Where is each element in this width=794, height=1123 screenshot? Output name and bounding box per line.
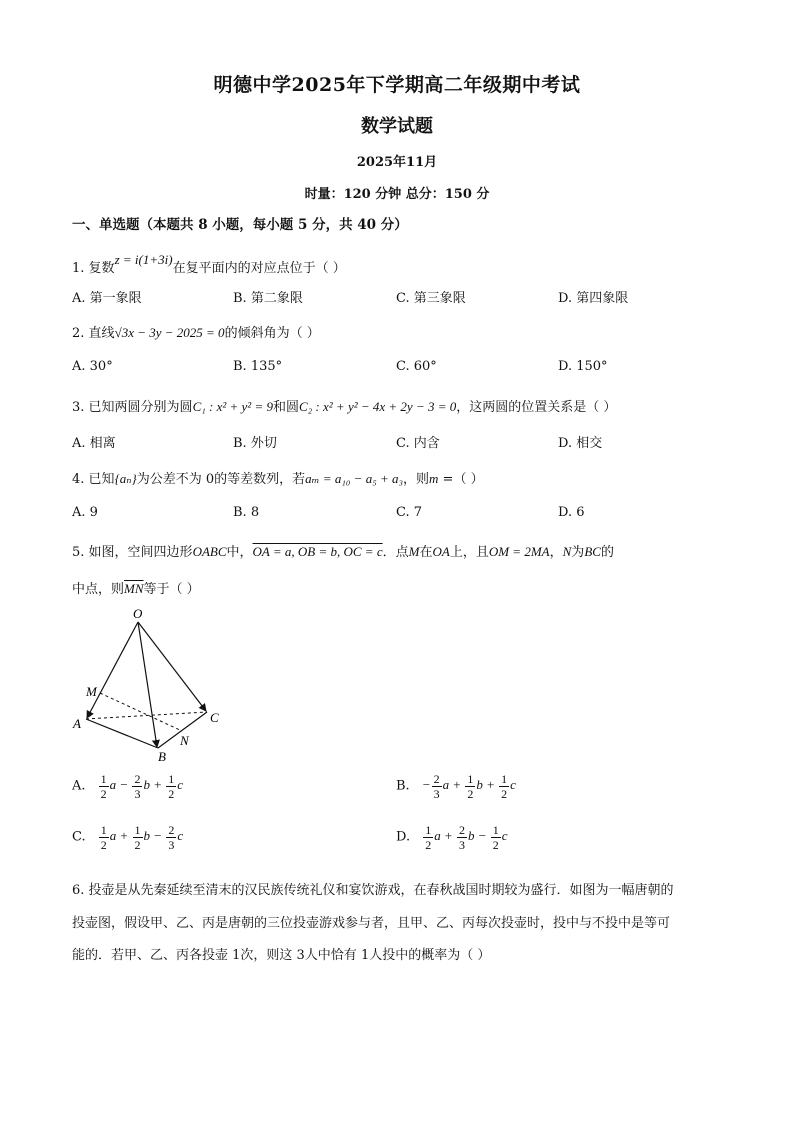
q5-mn: $\overline{MN}$: [124, 581, 144, 596]
q3-circle2: C₂ : x² + y² − 4x + 2y − 3 = 0: [298, 399, 457, 414]
q5-option-c-letter: C.: [72, 829, 86, 845]
q5-oa: OA: [432, 544, 450, 559]
q4-option-b: B. 8: [233, 505, 260, 520]
question-6-line2: 投壶图，假设甲、乙、丙是唐朝的三位投壶游戏参与者，且甲、乙、丙每次投壶时，投中与不投中是等可: [72, 916, 671, 931]
question-4: [72, 468, 484, 487]
q5-line2a: 中点，则: [72, 582, 125, 597]
question-6-line1: 6. 投壶是从先秦延续至清末的汉民族传统礼仪和宴饮游戏，在春秋战国时期较为盛行．如图为一幅唐朝的: [72, 883, 674, 898]
q2-number: 2.: [72, 326, 85, 341]
q3-text3: ，这两圆的位置关系是（ ）: [456, 400, 617, 415]
q3-text1: 已知两圆分别为圆: [88, 400, 193, 415]
q5-oabc: OABC: [192, 544, 227, 559]
q5-option-c-expr: $\frac{1}{2}$ a + $\frac{1}{2}$ b − $\frac{2}{3}$ c: [100, 823, 184, 852]
q5-tetrahedron-figure: [70, 605, 240, 765]
label-m: M: [86, 684, 97, 699]
exam-title: 明德中学2025年下学期高二年级期中考试: [213, 74, 581, 96]
section-heading: 一、单选题（本题共 8 小题，每小题 5 分，共 40 分）: [72, 217, 408, 233]
q3-circle1: C₁ : x² + y² = 9: [192, 399, 273, 414]
q2-pre: 直线: [88, 326, 115, 341]
q4-text3: ，则: [403, 472, 430, 487]
q5-intro: 如图，空间四边形: [88, 545, 193, 560]
q5-option-a-letter: A.: [72, 778, 86, 794]
q5-point-m: M: [408, 544, 420, 559]
edge-ac-dashed: [86, 712, 207, 719]
q5-option-c: [72, 824, 183, 851]
question-5-line2: [72, 578, 200, 597]
q5-option-d-expr: $\frac{1}{2}$ a + $\frac{2}{3}$ b − $\frac{1}{2}$ c: [425, 823, 508, 852]
q4-sequence: {aₙ}: [114, 471, 137, 486]
q5-on: 在: [419, 545, 433, 560]
q5-line2b: 等于（ ）: [143, 582, 200, 597]
q5-number: 5.: [72, 545, 85, 560]
q5-option-b: [396, 773, 516, 800]
q1-option-a: A. 第一象限: [72, 291, 142, 306]
q5-comma: ，: [549, 545, 563, 560]
q1-number: 1.: [72, 261, 85, 276]
q2-formula: √3x − 3y − 2025 = 0: [114, 325, 225, 340]
label-b: B: [158, 749, 166, 764]
label-c: C: [210, 710, 219, 725]
q5-option-d-letter: D.: [396, 829, 411, 845]
q3-option-d: D. 相交: [558, 436, 603, 451]
q3-text2: 和圆: [272, 400, 299, 415]
q5-mid: 中，: [226, 545, 253, 560]
q5-line1c: 上，且: [449, 545, 489, 560]
q5-vectors: OA = a, OB = b, OC = c: [252, 544, 383, 559]
q5-om-eq: OM = 2MA: [488, 544, 550, 559]
q4-option-d: D. 6: [558, 505, 585, 520]
q4-m: m: [429, 471, 439, 486]
q4-number: 4.: [72, 472, 85, 487]
edge-oa: [87, 622, 138, 718]
q5-de: 的: [600, 545, 614, 560]
edge-oc: [138, 622, 206, 711]
q2-option-c: C. 60°: [396, 359, 437, 374]
q4-option-a: A. 9: [72, 505, 98, 520]
q1-option-c: C. 第三象限: [396, 291, 466, 306]
q4-text2: 为公差不为 0的等差数列，若: [136, 472, 306, 487]
time-and-score: 时量：120 分钟 总分：150 分: [304, 187, 490, 202]
q5-line1b: ．点: [382, 545, 409, 560]
q1-option-b: B. 第二象限: [233, 291, 303, 306]
q1-option-d: D. 第四象限: [558, 291, 629, 306]
question-5-line1: [72, 541, 614, 560]
q3-option-a: A. 相离: [72, 436, 116, 451]
question-1: [72, 252, 346, 276]
q4-text4: =（ ）: [438, 472, 484, 487]
q5-point-n: N: [562, 544, 572, 559]
q4-text1: 已知: [88, 472, 115, 487]
subject-title: 数学试题: [361, 116, 433, 137]
edge-ob: [138, 622, 157, 747]
q5-option-b-expr: − $\frac{2}{3}$ a + $\frac{1}{2}$ b + $\frac{1}{2}$ c: [421, 772, 516, 801]
exam-date: 2025年11月: [356, 155, 438, 170]
question-6-line3: 能的．若甲、乙、丙各投壶 1次，则这 3人中恰有 1人投中的概率为（ ）: [72, 948, 491, 963]
q2-option-b: B. 135°: [233, 359, 283, 374]
q5-option-b-letter: B.: [396, 778, 410, 794]
q5-bc: BC: [584, 544, 601, 559]
edge-ab: [86, 719, 158, 748]
question-2: [72, 322, 320, 341]
q5-option-d: [396, 824, 508, 851]
q5-option-a: [72, 773, 183, 800]
q3-option-b: B. 外切: [233, 436, 277, 451]
q3-number: 3.: [72, 400, 85, 415]
q3-option-c: C. 内含: [396, 436, 440, 451]
q1-formula: z = i(1+3i): [114, 252, 173, 267]
label-a: A: [73, 716, 81, 731]
q5-is: 为: [571, 545, 585, 560]
label-o: O: [133, 606, 143, 621]
q2-option-d: D. 150°: [558, 359, 608, 374]
question-3: [72, 396, 616, 415]
q2-option-a: A. 30°: [72, 359, 113, 374]
label-n: N: [180, 733, 189, 748]
q4-option-c: C. 7: [396, 505, 423, 520]
q1-pre: 复数: [88, 261, 115, 276]
segment-mn-dashed: [100, 693, 182, 731]
q4-condition: aₘ = a₁₀ − a₅ + a₃: [305, 471, 404, 486]
q1-post: 在复平面内的对应点位于（ ）: [172, 261, 346, 276]
q5-option-a-expr: $\frac{1}{2}$ a − $\frac{2}{3}$ b + $\frac{1}{2}$ c: [100, 772, 184, 801]
q2-post: 的倾斜角为（ ）: [224, 326, 320, 341]
